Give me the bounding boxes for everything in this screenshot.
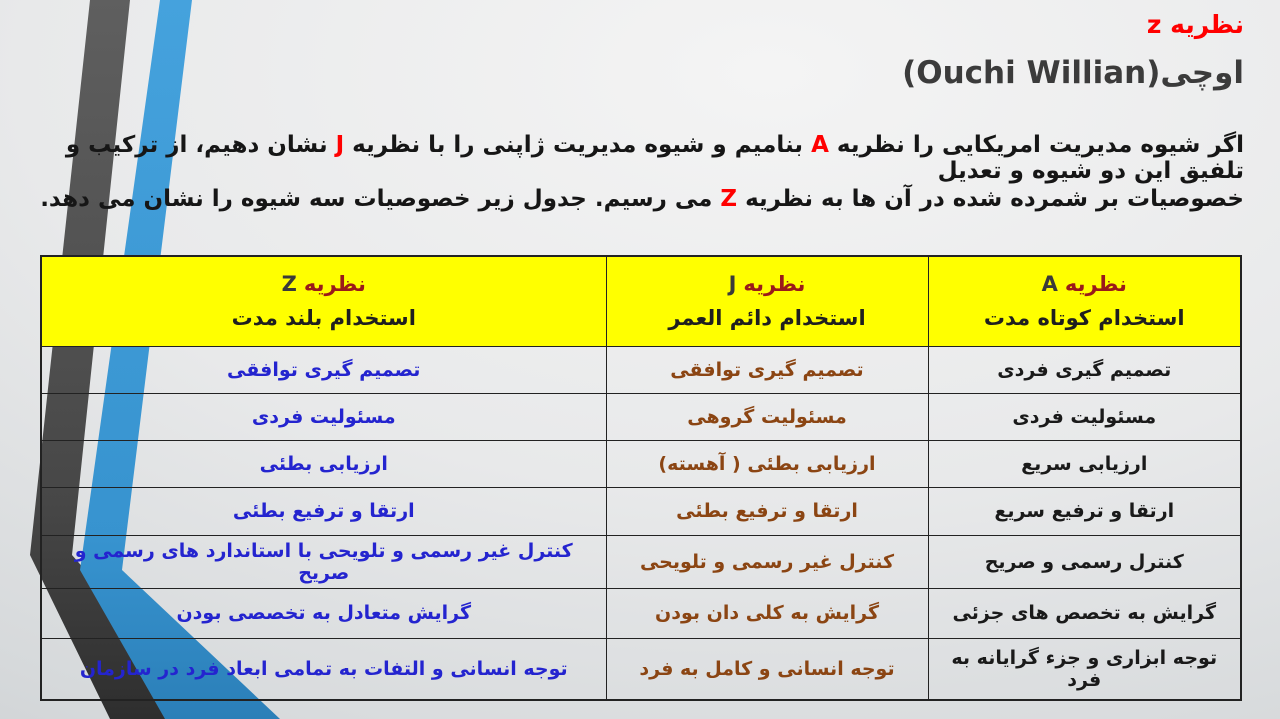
cell-a-control: کنترل رسمی و صریح [928, 535, 1241, 588]
header-theory-j [606, 256, 928, 346]
theory-z-letter: Z [720, 186, 738, 212]
header-theory-z [41, 256, 606, 346]
header-theory-z-title [48, 267, 600, 301]
cell-a-specialization: گرایش به تخصص های جزئی [928, 588, 1241, 638]
cell-j-attention: توجه انسانی و کامل به فرد [606, 638, 928, 700]
theory-j-letter: J [335, 132, 345, 158]
cell-z-responsibility: مسئولیت فردی [41, 393, 606, 440]
cell-z-control: کنترل غیر رسمی و تلویحی با استاندارد های رسمی و صریح [41, 535, 606, 588]
cell-z-decision: تصمیم گیری توافقی [41, 346, 606, 393]
theory-a-letter: A [811, 132, 829, 158]
cell-j-specialization: گرایش به کلی دان بودن [606, 588, 928, 638]
header-theory-j-title [613, 267, 922, 301]
header-theory-word: نظریه [1064, 272, 1127, 297]
table-row [41, 588, 1241, 638]
header-theory-z-subtitle: استخدام بلند مدت [231, 306, 416, 331]
table-row [41, 638, 1241, 700]
header-theory-a [928, 256, 1241, 346]
cell-a-promotion: ارتقا و ترفیع سریع [928, 487, 1241, 535]
body-paragraph-line-2 [36, 186, 1244, 212]
page-title: نظریه z [1146, 10, 1244, 39]
table-header-row [41, 256, 1241, 346]
header-theory-word: نظریه [743, 272, 806, 297]
table-row [41, 346, 1241, 393]
paragraph-text: اگر شیوه مدیریت امریکایی را نظریه [828, 132, 1244, 158]
cell-j-promotion: ارتقا و ترفیع بطئی [606, 487, 928, 535]
cell-j-decision: تصمیم گیری توافقی [606, 346, 928, 393]
paragraph-text: می رسیم. جدول زیر خصوصیات سه شیوه را نشان می دهد. [40, 186, 721, 212]
header-theory-a-subtitle: استخدام کوتاه مدت [983, 306, 1185, 331]
table-row [41, 535, 1241, 588]
page-subtitle: اوچی(Ouchi Willian) [902, 55, 1244, 91]
theories-comparison-table [40, 255, 1242, 701]
cell-z-specialization: گرایش متعادل به تخصصی بودن [41, 588, 606, 638]
cell-z-attention: توجه انسانی و التفات به تمامی ابعاد فرد در سازمان [41, 638, 606, 700]
paragraph-text: نشان دهیم، از ترکیب و تلفیق این دو شیوه و تعدیل [65, 132, 1244, 184]
cell-z-promotion: ارتقا و ترفیع بطئی [41, 487, 606, 535]
cell-a-evaluation: ارزیابی سریع [928, 440, 1241, 487]
table-row [41, 487, 1241, 535]
cell-j-evaluation: ارزیابی بطئی ( آهسته) [606, 440, 928, 487]
header-theory-j-letter: J [728, 272, 737, 297]
cell-a-decision: تصمیم گیری فردی [928, 346, 1241, 393]
paragraph-text: خصوصیات بر شمرده شده در آن ها به نظریه [737, 186, 1244, 212]
table-row [41, 393, 1241, 440]
header-theory-word: نظریه [303, 272, 366, 297]
cell-j-control: کنترل غیر رسمی و تلویحی [606, 535, 928, 588]
header-theory-a-title [935, 267, 1235, 301]
table-row [41, 440, 1241, 487]
header-theory-j-subtitle: استخدام دائم العمر [668, 306, 866, 331]
cell-a-responsibility: مسئولیت فردی [928, 393, 1241, 440]
cell-z-evaluation: ارزیابی بطئی [41, 440, 606, 487]
header-theory-a-letter: A [1041, 272, 1058, 297]
cell-j-responsibility: مسئولیت گروهی [606, 393, 928, 440]
header-theory-z-letter: Z [281, 272, 297, 297]
paragraph-text: بنامیم و شیوه مدیریت ژاپنی را با نظریه [344, 132, 812, 158]
cell-a-attention: توجه ابزاری و جزء گرایانه به فرد [928, 638, 1241, 700]
body-paragraph-line-1 [36, 132, 1244, 184]
